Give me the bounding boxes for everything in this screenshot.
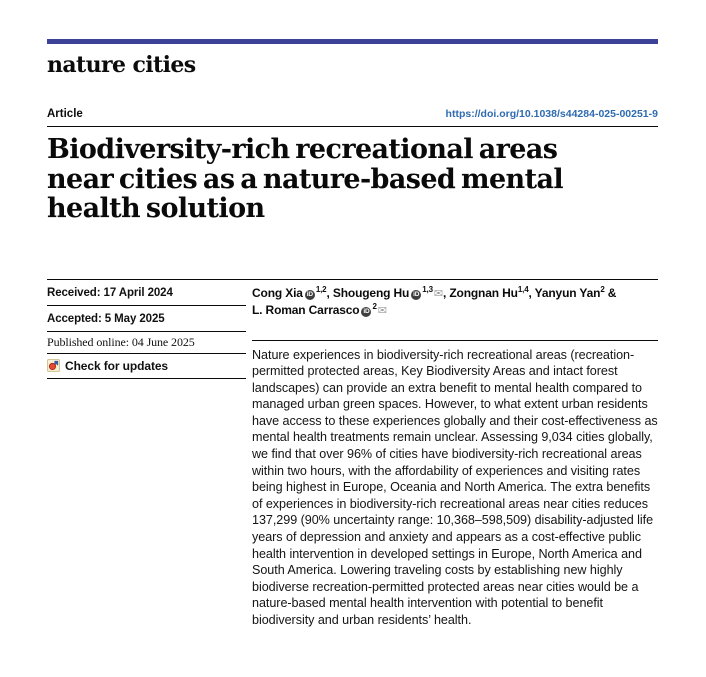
crossmark-icon [47, 359, 60, 372]
email-icon[interactable]: ✉ [377, 304, 387, 317]
doi-link[interactable]: https://doi.org/10.1038/s44284-025-00251-9 [445, 108, 658, 120]
check-for-updates-label: Check for updates [65, 358, 168, 373]
author-affiliation-superscript: 1,2 [315, 284, 327, 294]
title-line: near cities as a nature-based mental [47, 163, 563, 195]
author-affiliation-superscript: 1,3 [422, 284, 433, 294]
author-separator: , [442, 285, 450, 300]
author-separator: , [326, 285, 333, 300]
header-divider [47, 126, 658, 127]
author-name: Zongnan Hu [449, 285, 518, 300]
received-date: Received: 17 April 2024 [47, 280, 246, 306]
orcid-icon[interactable]: iD [413, 290, 420, 298]
authors-line-1 [252, 285, 658, 302]
author-list [252, 280, 658, 341]
check-for-updates-button[interactable] [47, 354, 246, 379]
orcid-icon[interactable]: iD [363, 307, 370, 315]
title-line: Biodiversity-rich recreational areas [47, 134, 558, 165]
email-icon[interactable]: ✉ [433, 287, 443, 300]
orcid-icon[interactable]: iD [306, 290, 313, 298]
article-type-label: Article [47, 108, 83, 120]
journal-accent-bar [47, 39, 658, 44]
article-title [47, 135, 658, 224]
authors-and-abstract-column [252, 280, 658, 629]
author-name: L. Roman Carrasco [252, 302, 360, 317]
author-affiliation-superscript: 1,4 [517, 284, 529, 294]
abstract-text: Nature experiences in biodiversity-rich recreational areas (recreation-permitted protected areas, Key Biodiversity Areas and intact forest landscapes) can provide an extra benefit to mental health compared to managed urban green spaces. However, to what extent urban residents have access to these experiences globally and their cost-effectiveness as mental health treatments remain unclear. Assessing 9,034 cities globally, we find that over 96% of cities have biodiversity-rich recreational areas within two hours, with the affordability of experiences and visiting rates being highest in Europe, Oceania and North America. The extra benefits of experiences in biodiversity-rich recreational areas near cities reduces 137,299 (90% uncertainty range: 10,368–598,509) disability-adjusted life years of depression and anxiety and appears as a cost-effective public health intervention in developed settings in Europe, North America and South America. Lowering traveling costs by establishing new highly biodiverse recreation-permitted protected areas near cities would be a nature-based mental health intervention with potential to benefit biodiversity and urban residents’ health. [252, 347, 658, 627]
author-name: Cong Xia [252, 285, 303, 300]
article-header-row [47, 108, 658, 120]
article-history-column [47, 280, 246, 629]
meta-and-abstract-columns [47, 279, 658, 629]
author-separator: & [604, 285, 617, 300]
accepted-date: Accepted: 5 May 2025 [47, 306, 246, 332]
author-affiliation-superscript: 2 [372, 301, 377, 311]
journal-logo: nature cities [47, 52, 196, 78]
published-date: Published online: 04 June 2025 [47, 332, 246, 354]
author-separator: , [528, 285, 535, 300]
article-first-page [0, 39, 706, 677]
author-name: Shougeng Hu [332, 285, 410, 300]
author-name: Yanyun Yan [534, 285, 601, 300]
author-affiliation-superscript: 2 [600, 284, 605, 294]
title-line: health solution [47, 193, 265, 224]
authors-line-2 [252, 302, 658, 319]
